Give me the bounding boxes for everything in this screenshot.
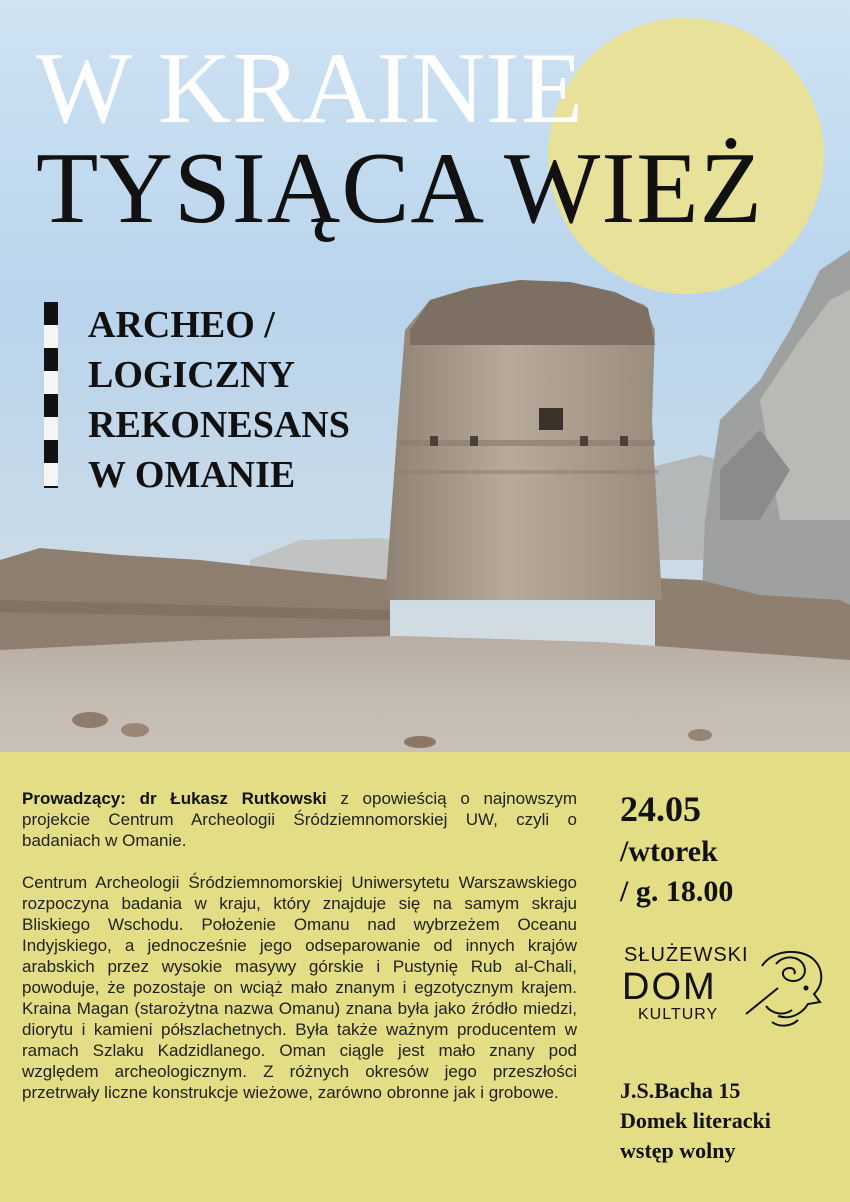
event-details	[620, 786, 733, 912]
subtitle-line-3: REKONESANS	[88, 404, 350, 446]
organizer-logo	[614, 944, 834, 1034]
lecturer-label: Prowadzący: dr Łukasz Rutkowski	[22, 789, 327, 808]
info-panel	[0, 752, 850, 1202]
title-line-2: TYSIĄCA WIEŻ	[36, 132, 763, 245]
body-text	[22, 788, 577, 1124]
subtitle	[88, 300, 350, 500]
event-time: / g. 18.00	[620, 875, 734, 908]
title-line-1: W KRAINIE	[36, 32, 585, 145]
venue-entry: wstęp wolny	[620, 1138, 736, 1163]
logo-line-1: SŁUŻEWSKI	[624, 944, 749, 966]
description-paragraph: Centrum Archeologii Śródziemnomorskiej Uniwersytetu Warszawskiego rozpoczyna badania w kraju, który znajduje się na samym skraju Bliskiego Wschodu. Położenie Omanu nad wybrzeżem Oceanu Indyjskiego, a jednocześnie jego odseparowanie od innych krajów arabskich przez wysokie masywy górskie i Pustynię Rub al-Chali, powoduje, że pozostaje on wciąż mało znanym i egzotycznym krajem. Kraina Magan (starożytna nazwa Omanu) znana była jako źródło miedzi, diorytu i kamieni półszlachetnych. Była także ważnym producentem w ramach Szlaku Kadzidlanego. Oman ciągle jest mało znany pod względem archeologicznym. Z różnych okresów jego przeszłości przetrwały liczne konstrukcje wieżowe, zarówno obronne jak i grobowe.	[22, 873, 577, 1102]
event-day: /wtorek	[620, 835, 718, 868]
intro-paragraph	[22, 788, 577, 851]
subtitle-line-1: ARCHEO /	[88, 304, 275, 346]
venue-details	[620, 1076, 771, 1166]
logo-line-3: KULTURY	[638, 1006, 719, 1023]
intro-text: z opowieścią o najnowszym projekcie Centrum Archeologii Śródziemnomorskiej UW, czyli o badaniach w Omanie.	[22, 789, 578, 850]
ram-head-icon	[732, 944, 828, 1028]
subtitle-line-4: W OMANIE	[88, 454, 296, 496]
venue-address: J.S.Bacha 15	[620, 1078, 741, 1103]
logo-line-2: DOM	[622, 966, 717, 1008]
event-date: 24.05	[620, 789, 701, 829]
subtitle-line-2: LOGICZNY	[88, 354, 295, 396]
venue-place: Domek literacki	[620, 1108, 771, 1133]
archaeology-scale-bar	[44, 302, 58, 488]
